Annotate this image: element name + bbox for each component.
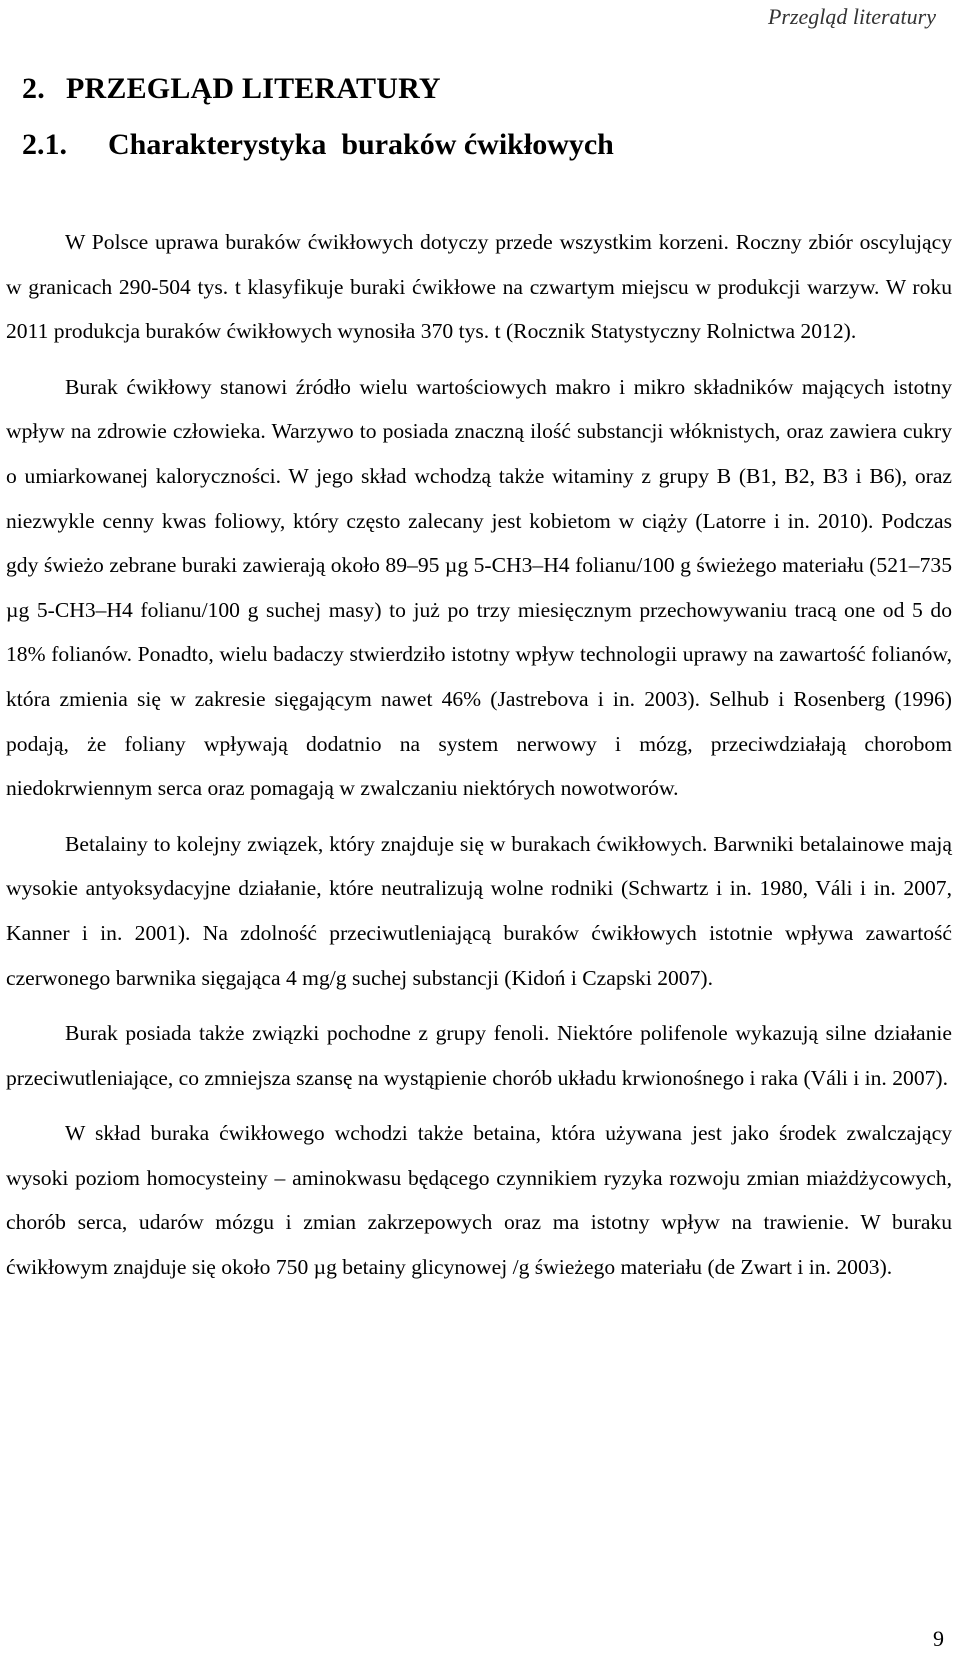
paragraph: Burak posiada także związki pochodne z grupy fenoli. Niektóre polifenole wykazują silne działanie przeciwutleniające, co zmniejsza szansę na wystąpienie chorób układu krwionośnego i raka (Váli i in. 2007).: [6, 1021, 952, 1090]
chapter-title: PRZEGLĄD LITERATURY: [66, 72, 441, 105]
chapter-heading: [22, 72, 441, 106]
paragraph: W skład buraka ćwikłowego wchodzi także betaina, która używana jest jako środek zwalczający wysoki poziom homocysteiny – aminokwasu będącego czynnikiem ryzyka rozwoju zmian miażdżycowych, chorób serca, udarów mózgu i zmian zakrzepowych oraz ma istotny wpływ na trawienie. W buraku ćwikłowym znajduje się około 750 µg betainy glicynowej /g świeżego materiału (de Zwart i in. 2003).: [6, 1121, 952, 1280]
section-title: Charakterystyka buraków ćwikłowych: [108, 128, 614, 161]
running-header: Przegląd literatury: [767, 4, 936, 29]
paragraph: Burak ćwikłowy stanowi źródło wielu wartościowych makro i mikro składników mających istotny wpływ na zdrowie człowieka. Warzywo to posiada znaczną ilość substancji włóknistych, oraz zawiera cukry o umiarkowanej kaloryczności. W jego skład wchodzą także witaminy z grupy B (B1, B2, B3 i B6), oraz niezwykle cenny kwas foliowy, który często zalecany jest kobietom w ciąży (Latorre i in. 2010). Podczas gdy świeżo zebrane buraki zawierają około 89–95 µg 5-CH3–H4 folianu/100 g świeżego materiału (521–735 µg 5-CH3–H4 folianu/100 g suchej masy) to już po trzy miesięcznym przechowywaniu tracą one od 5 do 18% folianów. Ponadto, wielu badaczy stwierdziło istotny wpływ technologii uprawy na zawartość folianów, która zmienia się w zakresie sięgającym nawet 46% (Jastrebova i in. 2003). Selhub i Rosenberg (1996) podają, że foliany wpływają dodatnio na system nerwowy i mózg, przeciwdziałają chorobom niedokrwiennym serca oraz pomagają w zwalczaniu niektórych nowotworów.: [6, 374, 952, 801]
page-number: 9: [933, 1626, 944, 1651]
section-heading: [22, 128, 614, 162]
paragraph: W Polsce uprawa buraków ćwikłowych dotyczy przede wszystkim korzeni. Roczny zbiór oscylujący w granicach 290-504 tys. t klasyfikuje buraki ćwikłowe na czwartym miejscu w produkcji warzyw. W roku 2011 produkcja buraków ćwikłowych wynosiła 370 tys. t (Rocznik Statystyczny Rolnictwa 2012).: [6, 230, 952, 344]
paragraph: Betalainy to kolejny związek, który znajduje się w burakach ćwikłowych. Barwniki betalainowe mają wysokie antyoksydacyjne działanie, które neutralizują wolne rodniki (Schwartz i in. 1980, Váli i in. 2007, Kanner i in. 2001). Na zdolność przeciwutleniającą buraków ćwikłowych istotnie wpływa zawartość czerwonego barwnika sięgająca 4 mg/g suchej substancji (Kidoń i Czapski 2007).: [6, 831, 952, 990]
chapter-number: 2.: [22, 72, 45, 105]
section-number: 2.1.: [22, 128, 67, 161]
body-text: [6, 220, 952, 1290]
